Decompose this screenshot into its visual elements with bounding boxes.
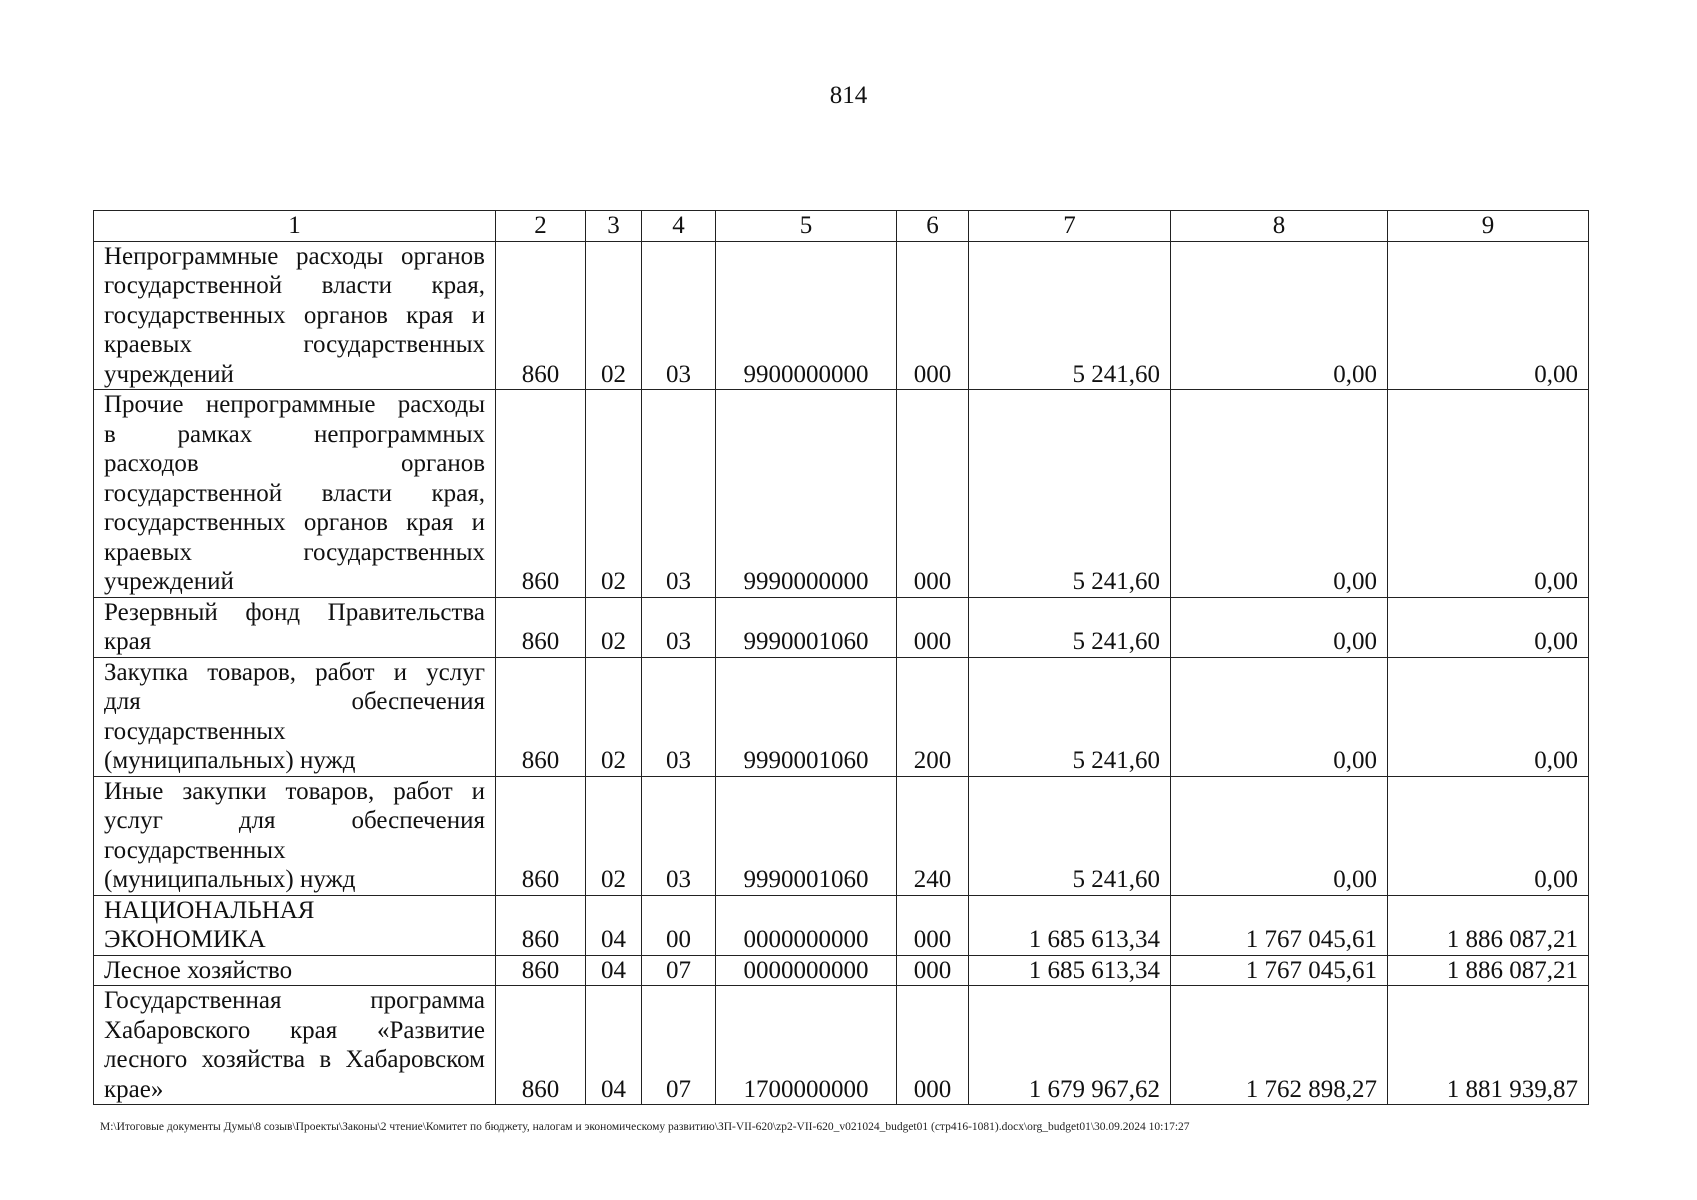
row-name-line: крае» (104, 1075, 164, 1103)
amount-col9-cell: 0,00 (1388, 776, 1589, 895)
amount-col8-cell: 0,00 (1171, 390, 1388, 598)
section-code-cell: 02 (586, 776, 642, 895)
amount-col9-cell: 0,00 (1388, 241, 1589, 390)
admin-code-cell: 860 (496, 657, 586, 776)
row-name-line: Государственная программа (104, 987, 485, 1014)
row-name-line: (муниципальных) нужд (104, 866, 356, 893)
amount-col7-cell: 1 685 613,34 (969, 955, 1171, 986)
subsection-code-cell: 00 (642, 895, 716, 955)
expense-type-cell: 000 (897, 986, 969, 1105)
target-article-cell: 9990001060 (716, 657, 897, 776)
header-cell: 4 (642, 211, 716, 242)
admin-code-cell: 860 (496, 390, 586, 598)
target-article-cell: 9990000000 (716, 390, 897, 598)
table-row (94, 597, 1589, 657)
row-name-cell (94, 597, 496, 657)
page-number: 814 (829, 82, 868, 109)
expense-type-cell: 000 (897, 241, 969, 390)
amount-col7-cell: 5 241,60 (969, 657, 1171, 776)
admin-code-cell: 860 (496, 955, 586, 986)
row-name-line: лесного хозяйства в Хабаровском (104, 1046, 485, 1073)
row-name-line: государственных органов края и (104, 509, 485, 536)
amount-col9-cell: 1 881 939,87 (1388, 986, 1589, 1105)
expense-type-cell: 240 (897, 776, 969, 895)
target-article-cell: 0000000000 (716, 955, 897, 986)
admin-code-cell: 860 (496, 241, 586, 390)
subsection-code-cell: 03 (642, 776, 716, 895)
amount-col8-cell: 0,00 (1171, 776, 1388, 895)
row-name-line: НАЦИОНАЛЬНАЯ (104, 896, 315, 924)
row-name-line: Прочие непрограммные расходы (104, 391, 485, 418)
amount-col8-cell: 1 762 898,27 (1171, 986, 1388, 1105)
row-name-line: Закупка товаров, работ и услуг (104, 658, 485, 686)
row-name-line: государственной власти края, (104, 479, 485, 507)
row-name-line: Хабаровского края «Развитие (104, 1016, 485, 1044)
amount-col7-cell: 5 241,60 (969, 597, 1171, 657)
expense-type-cell: 000 (897, 390, 969, 598)
subsection-code-cell: 07 (642, 986, 716, 1105)
row-name-line: государственных (104, 836, 286, 864)
admin-code-cell: 860 (496, 895, 586, 955)
header-cell: 3 (586, 211, 642, 242)
header-cell: 1 (94, 211, 496, 242)
section-code-cell: 02 (586, 241, 642, 390)
target-article-cell: 1700000000 (716, 986, 897, 1105)
table-row (94, 390, 1589, 598)
subsection-code-cell: 03 (642, 241, 716, 390)
admin-code-cell: 860 (496, 986, 586, 1105)
header-cell: 7 (969, 211, 1171, 242)
target-article-cell: 0000000000 (716, 895, 897, 955)
amount-col8-cell: 1 767 045,61 (1171, 895, 1388, 955)
table-row (94, 241, 1589, 390)
table-header-row (94, 211, 1589, 242)
row-name-cell (94, 241, 496, 390)
amount-col8-cell: 0,00 (1171, 597, 1388, 657)
subsection-code-cell: 07 (642, 955, 716, 986)
row-name-line: края (104, 628, 152, 655)
subsection-code-cell: 03 (642, 657, 716, 776)
header-cell: 5 (716, 211, 897, 242)
row-name-cell (94, 895, 496, 955)
header-cell: 8 (1171, 211, 1388, 242)
amount-col7-cell: 5 241,60 (969, 241, 1171, 390)
amount-col8-cell: 0,00 (1171, 241, 1388, 390)
section-code-cell: 02 (586, 657, 642, 776)
header-cell: 2 (496, 211, 586, 242)
row-name-line: ЭКОНОМИКА (104, 926, 266, 953)
header-cell: 6 (897, 211, 969, 242)
row-name-line: государственной власти края, (104, 272, 485, 299)
row-name-line: расходов органов (104, 450, 485, 477)
subsection-code-cell: 03 (642, 597, 716, 657)
table-row (94, 776, 1589, 895)
expense-type-cell: 000 (897, 597, 969, 657)
target-article-cell: 9900000000 (716, 241, 897, 390)
row-name-line: учреждений (104, 568, 234, 595)
section-code-cell: 02 (586, 597, 642, 657)
amount-col9-cell: 0,00 (1388, 390, 1589, 598)
table-row (94, 986, 1589, 1105)
row-name-line: государственных (104, 717, 286, 745)
row-name-cell (94, 955, 496, 986)
amount-col9-cell: 0,00 (1388, 597, 1589, 657)
row-name-line: (муниципальных) нужд (104, 747, 356, 774)
row-name-line: государственных органов края и (104, 301, 485, 329)
section-code-cell: 02 (586, 390, 642, 598)
amount-col8-cell: 0,00 (1171, 657, 1388, 776)
amount-col7-cell: 1 685 613,34 (969, 895, 1171, 955)
row-name-cell (94, 657, 496, 776)
admin-code-cell: 860 (496, 776, 586, 895)
row-name-cell (94, 776, 496, 895)
amount-col8-cell: 1 767 045,61 (1171, 955, 1388, 986)
expense-type-cell: 200 (897, 657, 969, 776)
table-row (94, 657, 1589, 776)
row-name-line: Иные закупки товаров, работ и (104, 777, 485, 805)
amount-col9-cell: 1 886 087,21 (1388, 955, 1589, 986)
row-name-line: услуг для обеспечения (104, 807, 485, 834)
section-code-cell: 04 (586, 895, 642, 955)
header-cell: 9 (1388, 211, 1589, 242)
row-name-line: для обеспечения (104, 688, 485, 715)
row-name-line: краевых государственных (104, 538, 485, 566)
row-name-line: учреждений (104, 360, 234, 388)
section-code-cell: 04 (586, 986, 642, 1105)
table-row (94, 895, 1589, 955)
row-name-cell (94, 390, 496, 598)
target-article-cell: 9990001060 (716, 776, 897, 895)
amount-col9-cell: 0,00 (1388, 657, 1589, 776)
amount-col7-cell: 5 241,60 (969, 776, 1171, 895)
table-row (94, 955, 1589, 986)
amount-col7-cell: 1 679 967,62 (969, 986, 1171, 1105)
row-name-line: Непрограммные расходы органов (104, 242, 485, 270)
target-article-cell: 9990001060 (716, 597, 897, 657)
file-path-footer: M:\Итоговые документы Думы\8 созыв\Проекты\Законы\2 чтение\Комитет по бюджету, налогам и экономическому развитию\ЗП-VII-620\zp2-VII-620_v021024_budget01 (стр416-1081).docx\org_budget01\30.09.2024 10:17:27 (100, 1121, 1190, 1133)
section-code-cell: 04 (586, 955, 642, 986)
row-name-line: Лесное хозяйство (104, 956, 293, 984)
row-name-line: краевых государственных (104, 331, 485, 358)
amount-col9-cell: 1 886 087,21 (1388, 895, 1589, 955)
admin-code-cell: 860 (496, 597, 586, 657)
expense-type-cell: 000 (897, 955, 969, 986)
budget-table (93, 210, 1589, 1105)
expense-type-cell: 000 (897, 895, 969, 955)
row-name-cell (94, 986, 496, 1105)
row-name-line: в рамках непрограммных (104, 420, 485, 448)
subsection-code-cell: 03 (642, 390, 716, 598)
row-name-line: Резервный фонд Правительства (104, 598, 485, 626)
amount-col7-cell: 5 241,60 (969, 390, 1171, 598)
